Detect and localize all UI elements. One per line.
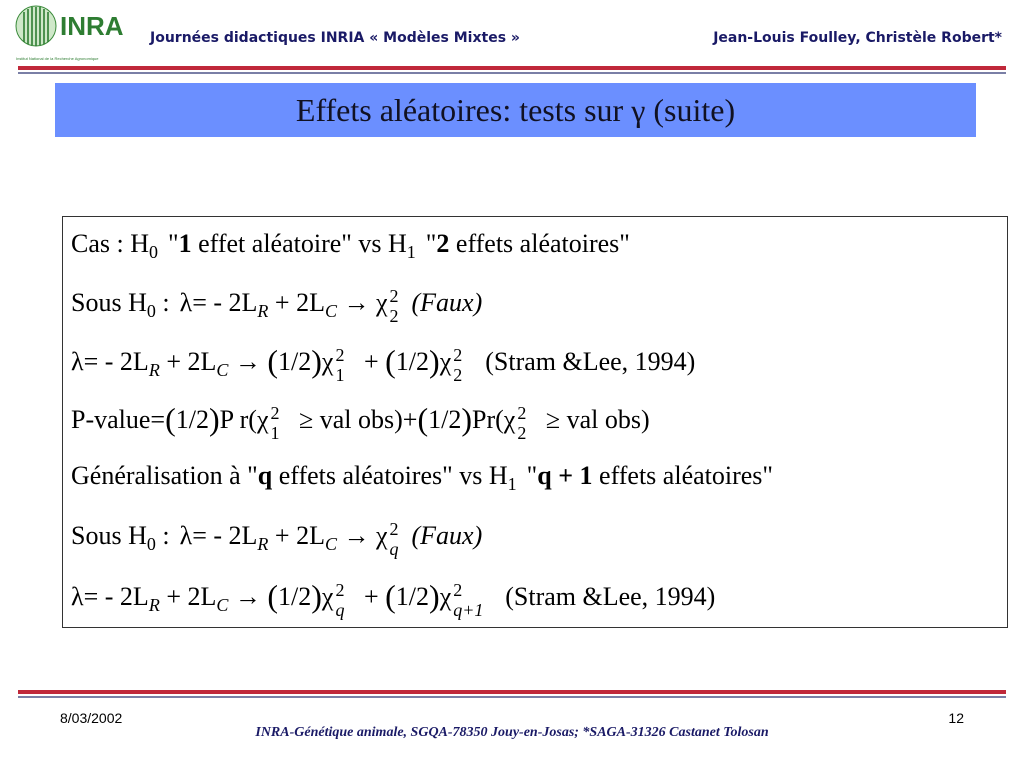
line-lambda-mixture: $\lambda= - 2L_R + 2L_C \to (1/2)\chi$ 2 1 + (1/2)χ 2 2 (Stram &Lee, 1994) — [71, 343, 696, 386]
line-lambda-mixture-q: $\lambda= - 2L_R + 2L_C \to (1/2)\chi$ 2 q + (1/2)χ 2 q+1 (Stram &Lee, 1994) — [71, 578, 716, 621]
line-p-value: P-value=(1/2)P r(χ 2 1 ≥ val obs)+(1/2)Pr(χ 2 2 ≥ val obs) — [71, 401, 650, 444]
slide-title-band — [55, 83, 976, 137]
slide-title: Effets aléatoires: tests sur γ (suite) — [295, 91, 736, 128]
footer-rule — [18, 690, 1006, 694]
line-generalisation: Généralisation à "q effets aléatoires" vs $H_1$ "q + 1 effets aléatoires" — [71, 461, 774, 494]
line-sous-h0-q: Sous $H_0$ : $\lambda= - 2L_R + 2L_C \to \chi$ 2 q (Faux) — [71, 519, 483, 560]
header-authors: Jean-Louis Foulley, Christèle Robert* — [713, 30, 1002, 46]
footer-rule-secondary — [18, 696, 1006, 698]
formula-box — [62, 216, 1008, 628]
footer-page-number: 12 — [948, 710, 964, 726]
line-sous-h0: Sous $H_0$ : $\lambda= - 2L_R + 2L_C \to \chi$ 2 2 (Faux) — [71, 286, 483, 327]
inra-logo — [14, 2, 136, 64]
svg-text:Institut National de la Recher: Institut National de la Recherche Agronomique — [16, 56, 99, 61]
footer-institution: INRA-Génétique animale, SGQA-78350 Jouy-en-Josas; *SAGA-31326 Castanet Tolosan — [255, 725, 769, 740]
line-cas: Cas : $H_0$ "1 effet aléatoire" vs $H_1$ "2 effets aléatoires" — [71, 229, 630, 262]
header-rule-secondary — [18, 72, 1006, 74]
inra-logo-icon — [14, 2, 136, 64]
header-course-title: Journées didactiques INRIA « Modèles Mixtes » — [150, 30, 520, 46]
header-rule — [18, 66, 1006, 70]
svg-text:INRA: INRA — [60, 11, 124, 41]
footer-date: 8/03/2002 — [60, 710, 123, 726]
